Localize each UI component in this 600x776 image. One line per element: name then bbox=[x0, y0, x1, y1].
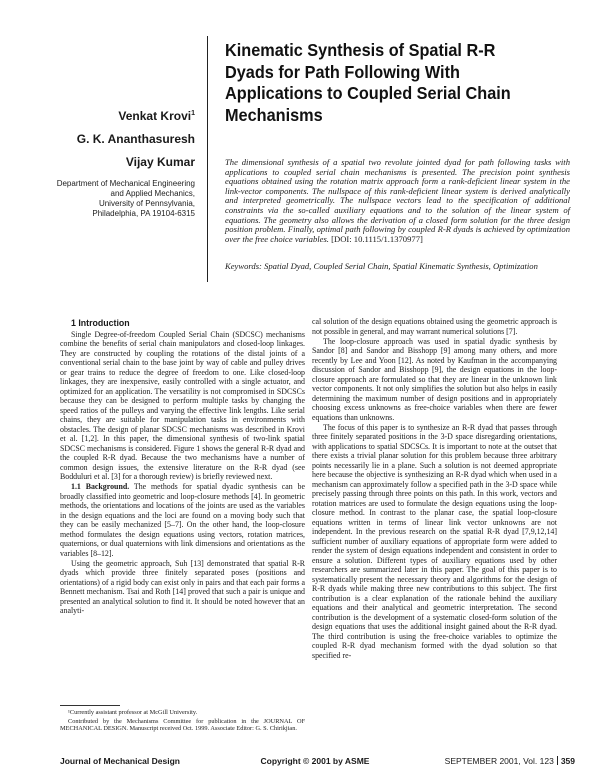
keywords: Keywords: Spatial Dyad, Coupled Serial Chain, Spatial Kinematic Synthesis, Optimization bbox=[225, 261, 538, 271]
suh-paragraph: Using the geometric approach, Suh [13] demonstrated that spatial R-R dyads which provide three finitely separated poses (positions and orientations) of a rigid body can exist only in pairs and that each pair forms a Bennett mechanism. Tsai and Roth [14] proved that such a pair is unique and presented an analytical solution to find it. It should be noted however that an analyti- bbox=[60, 558, 305, 615]
author-3-name: Vijay Kumar bbox=[125, 155, 195, 169]
page-footer bbox=[60, 756, 575, 770]
right-paragraph-1: cal solution of the design equations obtained using the geometric approach is not possible in general, and may warrant numerical solutions [7]. bbox=[312, 317, 557, 336]
author-block bbox=[40, 110, 195, 219]
footnote-rule bbox=[60, 705, 120, 706]
footer-issue-page bbox=[445, 756, 575, 766]
author-1 bbox=[40, 110, 195, 123]
column-right bbox=[312, 317, 557, 661]
abstract bbox=[225, 158, 570, 244]
affiliation-line-3: University of Pennsylvania, bbox=[98, 199, 195, 208]
footnote-2: Contributed by the Mechanisms Committee for publication in the JOURNAL OF MECHANICAL DESIGN. Manuscript received Oct. 1999. Associate Editor: G. S. Chirikjian. bbox=[60, 717, 305, 733]
author-1-name: Venkat Krovi bbox=[118, 109, 192, 123]
intro-paragraph: Single Degree-of-freedom Coupled Serial Chain (SDCSC) mechanisms combine the benefits of serial chain manipulators and closed-loop linkages. They are constructed by coupling the rotations of the distal joints of a conventional serial chain to the base joint by way of cable and pulley drives or gear trains to reduce the degree of freedom to one. Like closed-loop linkages, they are inexpensive, easily controlled with a single actuator, and optimized for an application. The versatility is not compromised in SDCSCs because they can be designed to perform multiple tasks by changing the speed ratios of the pulleys and varying the effective link lengths. Like serial chains, they are suitable for manipulation tasks in environments with obstacles. The design of planar SDCSC mechanisms was described in Krovi et al. [1,2]. In this paper, the dimensional synthesis of two-link spatial SDCSC mechanisms is considered. Figure 1 shows the general R-R dyad and the coupled R-R dyad. Because the two mechanisms have a number of common design issues, the extensive literature on the R-R dyad (see Bodduluri et al. [3] for a thorough review) is briefly reviewed next. bbox=[60, 329, 305, 481]
affiliation-line-4: Philadelphia, PA 19104-6315 bbox=[92, 209, 195, 218]
abstract-text: The dimensional synthesis of a spatial two revolute jointed dyad for path following tasks with applications to coupled serial chain mechanisms is presented. The precision point synthesis equations obtained using the rotation matrix approach form a rank-deficient linear system in the link-vector components. The nullspace of this rank-deficient linear system is derived analytically and interpreted geometrically. The nullspace vectors lead to the specification of additional constraints via the so-called auxiliary equations and to the solution of the linear system of equations. The geometry also allows the derivation of a closed form solution for the three design position problem. Finally, optimal path following by coupled R-R dyads is achieved by optimization over the free choice variables. bbox=[225, 157, 570, 244]
right-paragraph-2: The loop-closure approach was used in spatial dyadic synthesis by Sandor [8] and Sandor and Bisshopp [9] among many others, and more recently by Lee and Yoon [12]. As noted by Kaufman in the accompanying discussion of Sandor and Bisshopp [9], the design equations in the loop-closure approach are formulated so that they are linear in the unknown link vector components. It not only simplifies the solution but also helps in easily determining the maximum number of design positions and in appropriately choosing excess unknowns as free-choice variables when there are fewer equations than unknowns. bbox=[312, 336, 557, 422]
author-2 bbox=[40, 133, 195, 146]
subsection-heading-background: 1.1 Background. bbox=[71, 482, 130, 491]
header-vertical-rule bbox=[207, 36, 208, 282]
affiliation bbox=[40, 179, 195, 219]
footnote-1: ¹Currently assistant professor at McGill University. bbox=[68, 709, 198, 716]
paper-title: Kinematic Synthesis of Spatial R-R Dyads for Path Following With Applications to Coupled Serial Chain Mechanisms bbox=[225, 40, 511, 125]
right-paragraph-3: The focus of this paper is to synthesize an R-R dyad that passes through three finitely separated positions in the 3-D space disregarding orientations, with applications to spatial SDCSCs. It is important to note at the outset that there exists a trivial planar solution for this problem because three arbitrary points necessarily lie in a plane. Such a solution is not deemed appropriate here because the objective is synthesizing an R-R dyad which when used in a mechanism can approximately follow a specified path in the 3-D space while precisely passing through three points on this path. In this work, vectors and rotation matrices are used to formulate the design equations using the loop-closure method. In contrast to the planar case, the spatial loop-closure equations written in terms of linear link vector unknowns are not independent. In the previous research on the spatial R-R dyad [7,9,12,14] sufficient number of auxiliary equations of appropriate form were added to render the system of design equations independent and consistent in order to ensure a solution. Different types of auxiliary equations used by other researchers are summarized later in this paper. The goal of this paper is to systematically present the necessary theory and algorithms for the design of R-R dyads while making three new contributions to this subject. The first contribution is a clear explanation of the rationale behind the auxiliary equations and their analytical and geometric interpretation. The second contribution is the development of a systematic closed-form solution of the design equations that uses the additional insight gained about the R-R dyad. The third contribution is using the free-choice variables to optimize the coupled R-R dyad mechanism formed with the dyad solution so that specified re- bbox=[312, 422, 557, 660]
author-1-footnote-mark: 1 bbox=[191, 110, 195, 117]
footer-journal: Journal of Mechanical Design bbox=[60, 756, 180, 766]
column-left bbox=[60, 317, 305, 616]
footer-issue: SEPTEMBER 2001, Vol. 123 bbox=[444, 756, 554, 766]
background-text: The methods for spatial dyadic synthesis can be broadly classified into geometric and loop-closure methods [4]. In geometric methods, the orientations and locations of the joints are used as the variables in the design equations and the loci are found on a moving body such that they can be easily mechanized [5–7]. On the other hand, the loop-closure method formulates the design equations using vectors, rotation matrices, quaternions, or dual quaternions with link dimensions and orientations as the variables [8–12]. bbox=[60, 482, 305, 558]
footnotes bbox=[60, 705, 305, 734]
author-2-name: G. K. Ananthasuresh bbox=[76, 132, 195, 146]
section-heading-introduction: 1 Introduction bbox=[71, 318, 130, 328]
affiliation-line-2: and Applied Mechanics, bbox=[110, 189, 195, 198]
footer-separator bbox=[557, 756, 558, 765]
author-3 bbox=[40, 156, 195, 169]
affiliation-line-1: Department of Mechanical Engineering bbox=[56, 179, 195, 188]
background-paragraph bbox=[60, 482, 305, 558]
footer-page-number: 359 bbox=[560, 756, 575, 766]
doi: [DOI: 10.1115/1.1370977] bbox=[331, 233, 423, 244]
footer-copyright: Copyright © 2001 by ASME bbox=[260, 756, 370, 766]
